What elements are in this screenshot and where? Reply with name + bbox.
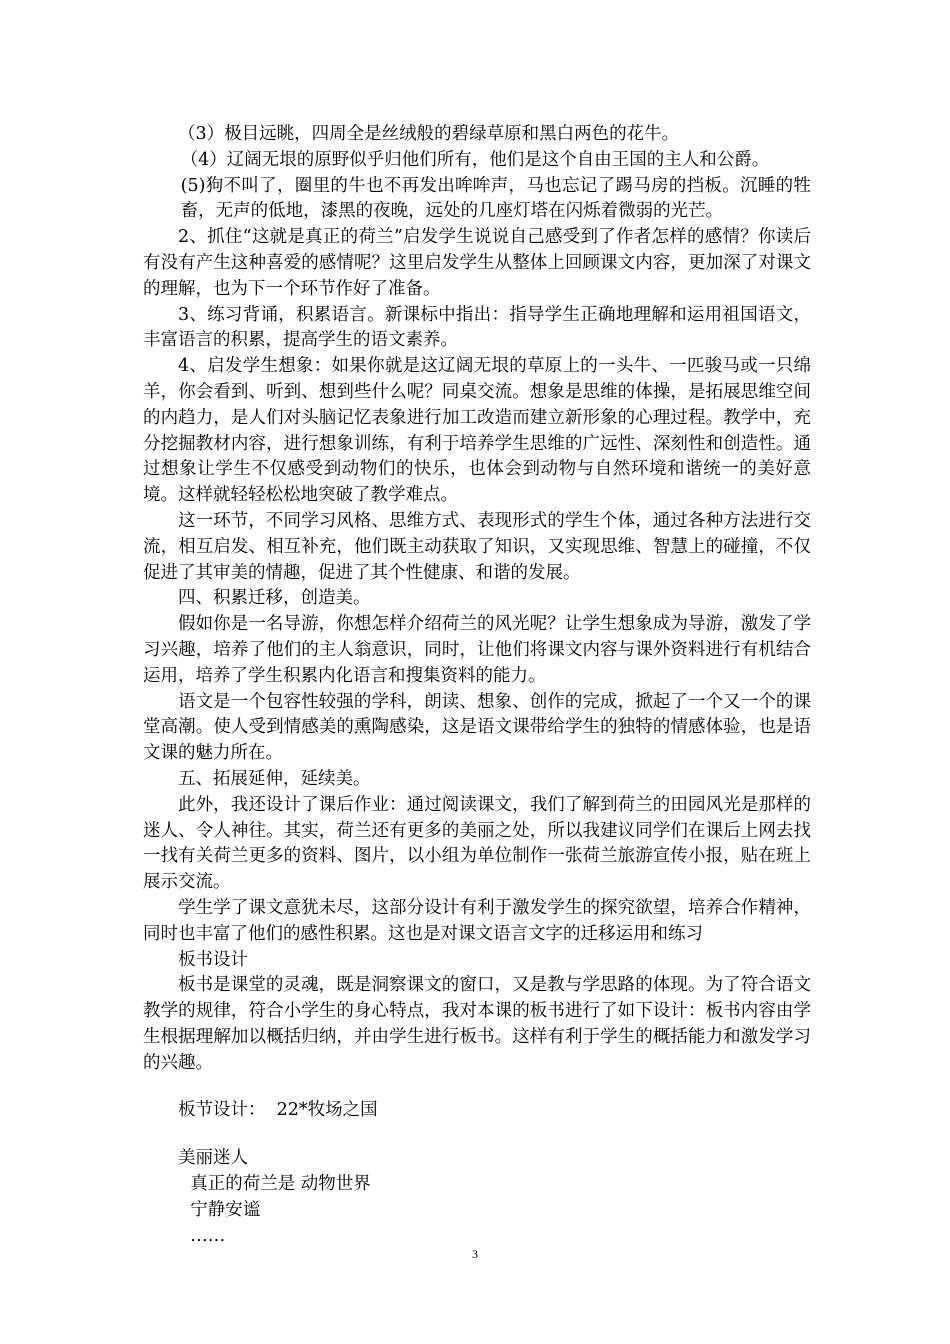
paragraph: 这一环节，不同学习风格、思维方式、表现形式的学生个体，通过各种方法进行交流，相互启发、相互补充，他们既主动获取了知识，又实现思维、智慧上的碰撞，不仅促进了其审美的情趣，促进了其个性健康、和谐的发展。 — [143, 510, 811, 583]
document-body — [143, 122, 811, 1249]
list-item-5: (5)狗不叫了，圈里的牛也不再发出哞哞声，马也忘记了踢马房的挡板。沉睡的牲畜，无声的低地，漆黑的夜晚，远处的几座灯塔在闪烁着微弱的光芒。 — [180, 175, 811, 222]
list-item-3: （3）极目远眺，四周全是丝绒般的碧绿草原和黑白两色的花牛。 — [178, 124, 680, 144]
section-heading: 五、拓展延伸，延续美。 — [178, 768, 371, 789]
paragraph: 学生学了课文意犹未尽，这部分设计有利于激发学生的探究欲望，培养合作精神，同时也丰富了他们的感性积累。这也是对课文语言文字的迁移运用和练习 — [143, 897, 811, 944]
spacer — [143, 1124, 811, 1146]
board-line: 美丽迷人 — [178, 1148, 248, 1169]
board-line: 宁静安谧 — [190, 1199, 261, 1220]
section-heading: 板书设计 — [178, 949, 248, 970]
board-line: 真正的荷兰是 动物世界 — [190, 1174, 371, 1195]
paragraph: 4、启发学生想象：如果你就是这辽阔无垠的草原上的一头牛、一匹骏马或一只绵羊，你会看到、听到、想到些什么呢？同桌交流。想象是思维的体操，是拓展思维空间的内趋力，是人们对头脑记忆表象进行加工改造而建立新形象的心理过程。教学中，充分挖掘教材内容，进行想象训练，有利于培养学生思维的广远性、深刻性和创造性。通过想象让学生不仅感受到动物们的快乐，也体会到动物与自然环境和谐统一的美好意境。这样就轻轻松松地突破了教学难点。 — [143, 356, 811, 506]
list-item-4: （4）辽阔无垠的原野似乎归他们所有，他们是这个自由王国的主人和公爵。 — [180, 149, 770, 170]
page-number: 3 — [472, 1247, 478, 1261]
paragraph: 2、抓住“这就是真正的荷兰”启发学生说说自己感受到了作者怎样的感情？你读后有没有产生这种喜爱的感情呢？这里启发学生从整体上回顾课文内容，更加深了对课文的理解，也为下一个环节作好了准备。 — [143, 227, 811, 299]
section-heading: 四、积累迁移，创造美。 — [178, 588, 371, 609]
board-design — [143, 1098, 811, 1249]
spacer — [143, 1076, 811, 1098]
board-title: 板节设计： 22*牧场之国 — [178, 1100, 378, 1121]
board-line: …… — [190, 1225, 226, 1246]
paragraph: 板书是课堂的灵魂，既是洞察课文的窗口，又是教与学思路的体现。为了符合语文教学的规律，符合小学生的身心特点，我对本课的板书进行了如下设计：板书内容由学生根据理解加以概括归纳，并由学生进行板书。这样有利于学生的概括能力和激发学习的兴趣。 — [143, 975, 811, 1073]
paragraph: 假如你是一名导游，你想怎样介绍荷兰的风光呢？让学生想象成为导游，激发了学习兴趣，培养了他们的主人翁意识，同时，让他们将课文内容与课外资料进行有机结合运用，培养了学生积累内化语言和搜集资料的能力。 — [143, 614, 811, 686]
paragraph: 3、练习背诵，积累语言。新课标中指出：指导学生正确地理解和运用祖国语文，丰富语言的积累，提高学生的语文素养。 — [143, 304, 811, 351]
paragraph: 语文是一个包容性较强的学科，朗读、想象、创作的完成，掀起了一个又一个的课堂高潮。使人受到情感美的熏陶感染，这是语文课带给学生的独特的情感体验，也是语文课的魅力所在。 — [143, 691, 811, 764]
paragraph: 此外，我还设计了课后作业：通过阅读课文，我们了解到荷兰的田园风光是那样的迷人、令人神往。其实，荷兰还有更多的美丽之处，所以我建议同学们在课后上网去找一找有关荷兰更多的资料、图片，以小组为单位制作一张荷兰旅游宣传小报，贴在班上展示交流。 — [143, 794, 811, 893]
